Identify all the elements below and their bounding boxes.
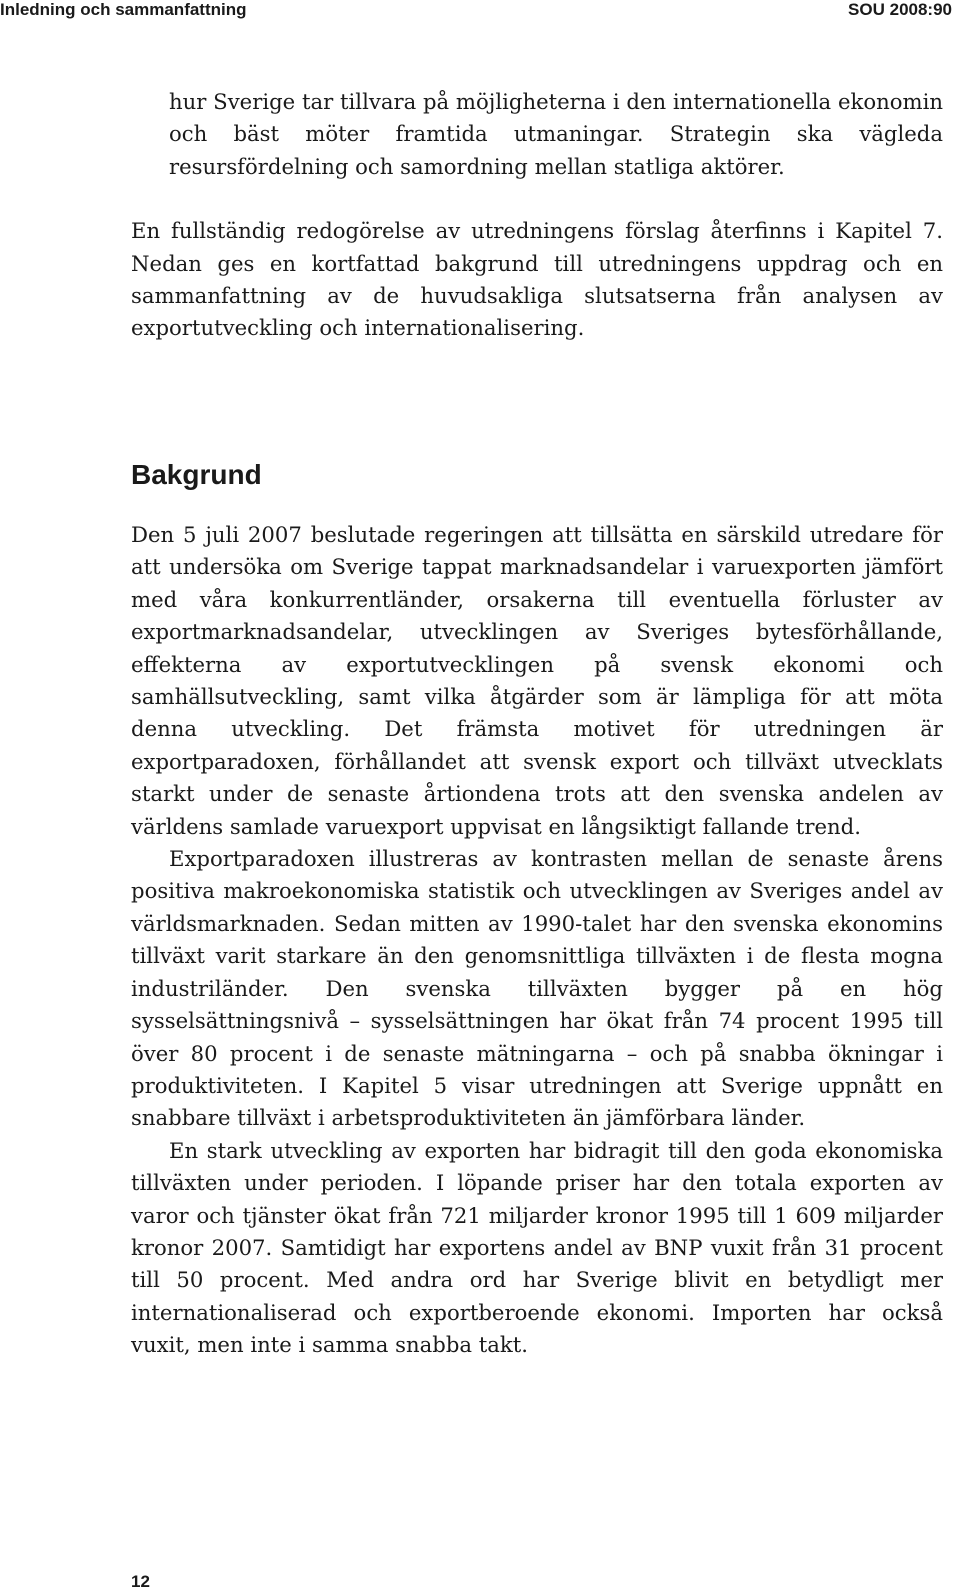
document-reference: SOU 2008:90	[848, 0, 952, 19]
intro-text	[131, 86, 943, 345]
body-paragraph-2: Exportparadoxen illustreras av kontrasten mellan de senaste årens positiva makroekonomiska statistik och utvecklingen av Sveriges andel av världsmarknaden. Sedan mitten av 1990-talet har den svenska ekonomins tillväxt varit starkare än den genomsnittliga tillväxten i de flesta mogna industriländer. Den svenska tillväxten bygger på en hög sysselsättningsnivå – sysselsättningen har ökat från 74 procent 1995 till över 80 procent i de senaste mätningarna – och på snabba ökningar i produktiviteten. I Kapitel 5 visar utredningen att Sverige uppnått en snabbare tillväxt i arbetsproduktiviteten än jämförbara länder.	[131, 846, 943, 1131]
intro-paragraph-continued: hur Sverige tar tillvara på möjligheterna i den internationella ekonomin och bäst möter framtida utmaningar. Strategin ska vägleda resursfördelning och samordning mellan statliga aktörer.	[169, 89, 943, 179]
running-header	[0, 0, 960, 22]
section-heading: Bakgrund	[131, 459, 262, 490]
intro-paragraph-summary: En fullständig redogörelse av utredningens förslag återfinns i Kapitel 7. Nedan ges en kortfattad bakgrund till utredningens uppdrag och en sammanfattning av de huvudsakliga slutsatserna från analysen av exportutveckling och internationalisering.	[131, 218, 943, 341]
body-paragraph-3: En stark utveckling av exporten har bidragit till den goda ekonomiska tillväxten under perioden. I löpande priser har den totala exporten av varor och tjänster ökat från 721 miljarder kronor 1995 till 1 609 miljarder kronor 2007. Samtidigt har exportens andel av BNP vuxit från 31 procent till 50 procent. Med andra ord har Sverige blivit en betydligt mer internationaliserad och exportberoende ekonomi. Importen har också vuxit, men inte i samma snabba takt.	[131, 1137, 943, 1358]
chapter-title: Inledning och sammanfattning	[0, 0, 247, 19]
section-body	[131, 519, 943, 1362]
page-number: 12	[131, 1572, 150, 1591]
body-paragraph-1: Den 5 juli 2007 beslutade regeringen att tillsätta en särskild utredare för att undersöka om Sverige tappat marknadsandelar i varuexporten jämfört med våra konkurrentländer, orsakerna till eventuella förluster av exportmarknadsandelar, utvecklingen av Sveriges bytesförhållande, effekterna av exportutvecklingen på svensk ekonomi och samhällsutveckling, samt vilka åtgärder som är lämpliga för att möta denna utveckling. Det främsta motivet för utredningen är exportparadoxen, förhållandet att svensk export och tillväxt utvecklats starkt under de senaste årtiondena trots att den svenska andelen av världens samlade varuexport uppvisat en långsiktigt fallande trend.	[131, 522, 943, 839]
